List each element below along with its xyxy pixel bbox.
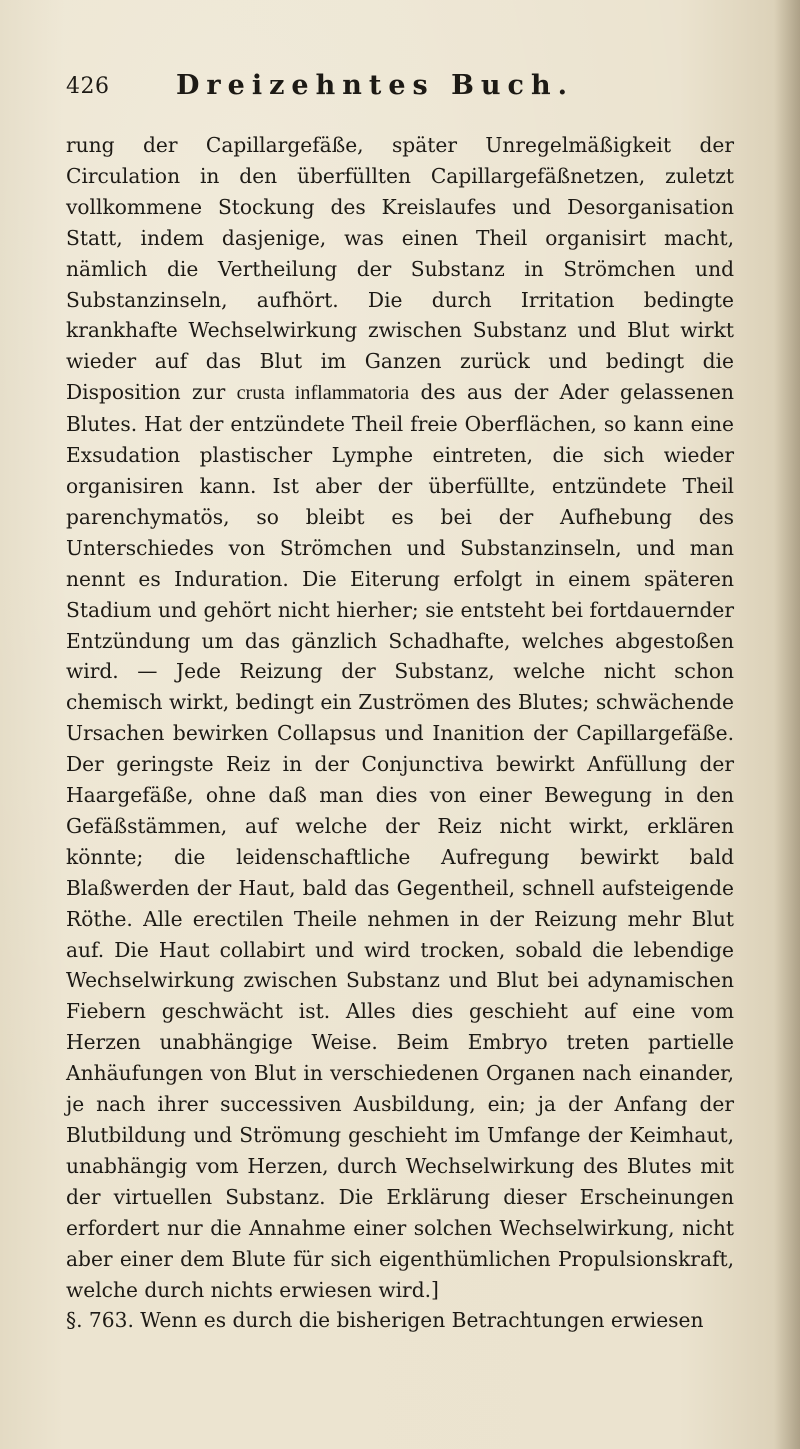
- page-header: [66, 70, 726, 110]
- page-number: 426: [66, 74, 110, 99]
- paragraph: [66, 130, 734, 1305]
- latin-term: crusta inflammatoria: [236, 382, 410, 405]
- text-run: des aus der Ader gelassenen Blutes. Hat der entzündete Theil freie Oberflächen, so kann eine Exsudation plastischer Lymphe eintreten, die sich wieder organisiren kann. Ist aber der überfüllte, entzündete Theil parenchymatös, so bleibt es bei der Aufhebung des Unterschiedes von Strömchen und Substanzinseln, und man nennt es Induration. Die Eiterung erfolgt in einem späteren Stadium und gehört nicht hierher; sie entsteht bei fortdauernder Entzündung um das gänzlich Schadhafte, welches abgestoßen wird. — Jede Reizung der Substanz, welche nicht schon chemisch wirkt, bedingt ein Zuströmen des Blutes; schwächende Ursachen bewirken Collapsus und Inanition der Capillargefäße. Der geringste Reiz in der Conjunctiva bewirkt Anfüllung der Haargefäße, ohne daß man dies von einer Bewegung in den Gefäßstämmen, auf welche der Reiz nicht wirkt, erklären könnte; die leidenschaftliche Aufregung bewirkt bald Blaßwerden der Haut, bald das Gegentheil, schnell aufsteigende Röthe. Alle erectilen Theile nehmen in der Reizung mehr Blut auf. Die Haut collabirt und wird trocken, sobald die lebendige Wechselwirkung zwischen Substanz und Blut bei adynamischen Fiebern geschwächt ist. Alles dies geschieht auf eine vom Herzen unabhängige Weise. Beim Embryo treten partielle Anhäufungen von Blut in verschiedenen Organen nach einander, je nach ihrer successiven Ausbildung, ein; ja der Anfang der Blutbildung und Strömung geschieht im Umfange der Keimhaut, unabhängig vom Herzen, durch Wechselwirkung des Blutes mit der virtuellen Substanz. Die Erklärung dieser Erscheinungen erfordert nur die Annahme einer solchen Wechselwirkung, nicht aber einer dem Blute für sich eigenthümlichen Propulsionskraft, welche durch nichts erwiesen wird.]: [66, 380, 734, 1302]
- body-text: [66, 130, 734, 1336]
- text-run: rung der Capillargefäße, später Unregelmäßigkeit der Circulation in den überfüllten Capillargefäßnetzen, zuletzt vollkommene Stockung des Kreislaufes und Desorganisation Statt, indem dasjenige, was einen Theil organisirt macht, nämlich die Vertheilung der Substanz in Strömchen und Substanzinseln, aufhört. Die durch Irritation bedingte krankhafte Wechselwirkung zwischen Substanz und Blut wirkt wieder auf das Blut im Ganzen zurück und bedingt die Disposition zur: [66, 133, 734, 405]
- running-head: Dreizehntes Buch.: [176, 70, 575, 101]
- page-edge-shadow: [774, 0, 800, 1449]
- paragraph-section-start: §. 763. Wenn es durch die bisherigen Betrachtungen erwiesen: [66, 1308, 704, 1333]
